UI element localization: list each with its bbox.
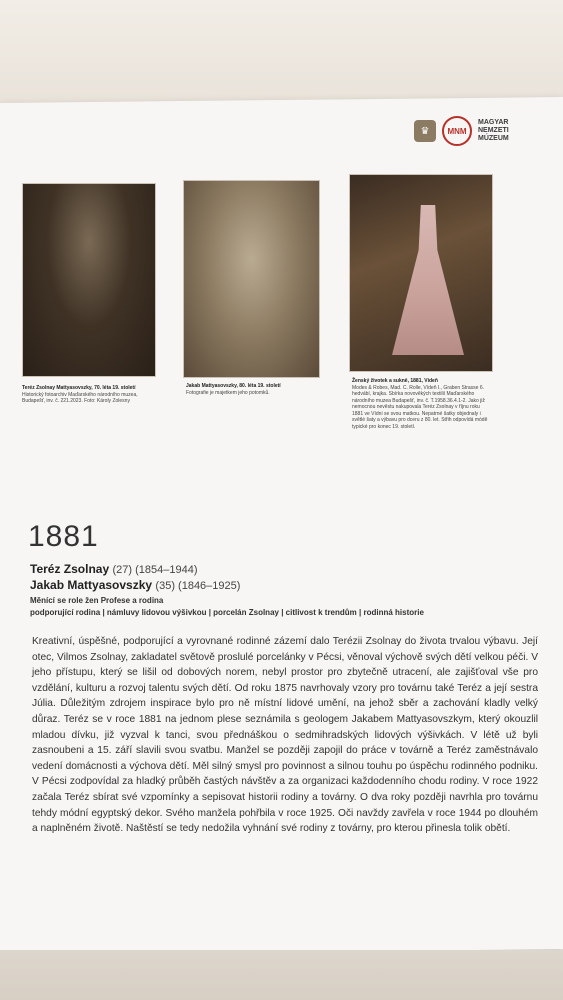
caption-text: Modes & Robes, Mad. C. Rolle, Vídeň I., Graben Strasse 6. hedvábí, krajka. Sbírka novověkých textilií Maďarského národního muzea Budapešť, inv. č. T.1958.36.4.1-2. Jako již nemocnou nevěstu nakupovala Teréz Zsolnay v říjnu roku 1881 ve Vídni se svou matkou. Nepatrné šatky objednaly i světlé šaty a výbavu pro dceru z 80. let. Střih odpovídá módě typické pro konec 19. století. — [352, 384, 488, 430]
wall-background — [0, 0, 563, 110]
person-line — [30, 578, 424, 594]
person-name: Jakab Mattyasovszky — [30, 578, 153, 592]
caption-text: Historický fotoarchiv Maďarského národního muzea, Budapešť, inv. č. 221.2023. Foto: Károly Zolesny — [22, 391, 138, 404]
person-name: Teréz Zsolnay — [30, 562, 110, 576]
mnm-logo-icon: MNM — [442, 116, 472, 146]
person-details: (27) (1854–1944) — [112, 564, 198, 576]
person-line — [30, 562, 424, 578]
photo-caption — [186, 383, 318, 396]
museum-name-line: NEMZETI — [478, 127, 509, 134]
caption-text: Fotografie je majetkem jeho potomků. — [186, 389, 270, 396]
caption-title: Ženský životek a sukně, 1881, Vídeň — [352, 378, 438, 384]
museum-name — [478, 119, 509, 143]
body-paragraph: Kreativní, úspěšné, podporující a vyrovnané rodinné zázemí dalo Terézii Zsolnay do života trvalou výbavu. Její otec, Vilmos Zsolnay, zakladatel světově proslulé porcelánky v Pécsi, věnoval výchově svých dětí velkou péči. V jeho přístupu, který se lišil od dobových norem, nebyl prostor pro zbytečně utracení, ale zajišťoval vše pro vzdělání, kulturu a rozvoj talentu svých dětí. Od roku 1875 navrhovaly vzory pro továrnu také Teréz a její sestra Júlia. Důležitým zdrojem inspirace bylo pro ně místní lidové umění, na jehož sběr a zachování kladly velký důraz. Teréz se v roce 1881 na jednom plese seznámila s geologem Jakabem Mattyasovszkym, který okouzlil mladou dívku, již vyzval k tanci, svou přednáškou o sedmihradských lidových výšivkách. V létě už byli zasnoubeni a 15. září slavili svou svatbu. Manžel se později zapojil do práce v továrně a Teréz zaměstnávalo vedení domácnosti a výchova dětí. Měl silný smysl pro povinnost a silnou touhu po úspěchu rodinného podniku. V Pécsi zodpovídal za hladký průběh častých návštěv a za organizaci každodenního chodu rodiny. V roce 1922 začala Teréz sbírat své vzpomínky a sepisovat historii rodiny a továrny. O dva roky později navrhla pro továrnu tehdy módní egyptský dekor. Svého manžela pohřbila v roce 1925. Oči navždy zavřela v roce 1944 po dlouhém a naplněném životě. Naštěstí se tedy nedožila vyhnání své rodiny z továrny, pro kterou přinesla tolik obětí. — [32, 636, 538, 835]
museum-logo — [414, 113, 554, 149]
portrait-photo-jakab — [183, 180, 320, 378]
floor-shadow — [0, 950, 563, 1000]
museum-name-line: MÚZEUM — [478, 135, 509, 142]
caption-title: Jakab Mattyasovszky, 80. léta 19. století — [186, 383, 281, 389]
museum-name-line: MAGYAR — [478, 119, 509, 126]
year-heading: 1881 — [28, 520, 99, 553]
crest-icon: ♛ — [414, 120, 436, 142]
persons-block — [30, 562, 424, 617]
photo-caption — [352, 378, 492, 430]
person-details: (35) (1846–1925) — [155, 580, 241, 592]
photo-caption — [22, 385, 154, 405]
caption-title: Teréz Zsolnay Mattyasovszky, 70. léta 19. století — [22, 385, 136, 391]
topic-tags: podporující rodina | námluvy lidovou výšivkou | porcelán Zsolnay | citlivost k trendům | rodinná historie — [30, 608, 424, 617]
portrait-photo-terez — [22, 183, 156, 377]
section-subtitle: Měnící se role žen Profese a rodina — [30, 596, 164, 605]
